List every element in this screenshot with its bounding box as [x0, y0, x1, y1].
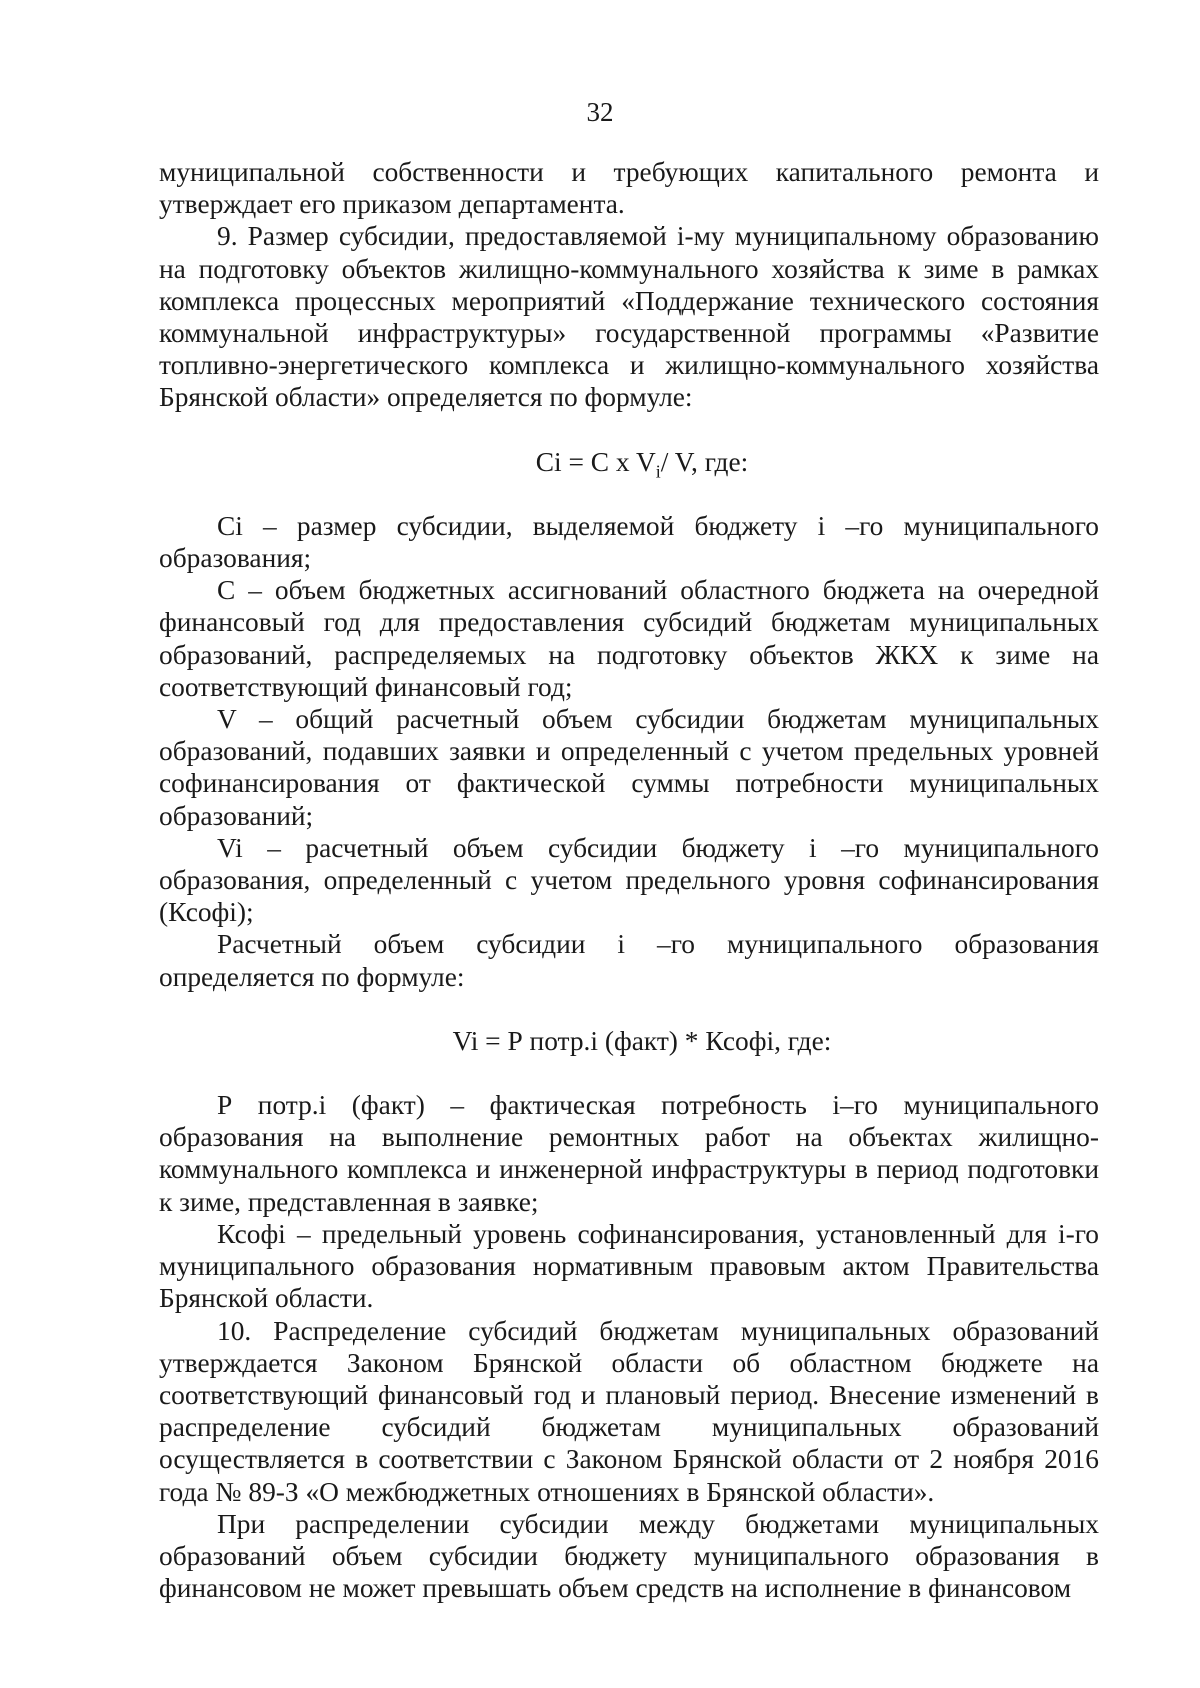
- formula-where: где:: [704, 446, 749, 477]
- paragraph: При распределении субсидии между бюджетами муниципальных образований объем субсидии бюджету муниципального образования в финансовом не может превышать объем средств на исполнение в финансовом: [159, 1508, 1099, 1604]
- paragraph: 9. Размер субсидии, предоставляемой i-му муниципальному образованию на подготовку объектов жилищно-коммунального хозяйства к зиме в рамках комплекса процессных мероприятий «Поддержание технического состояния коммунальной инфраструктуры» государственной программы «Развитие топливно-энергетического комплекса и жилищно-коммунального хозяйства Брянской области» определяется по формуле:: [159, 221, 1099, 413]
- paragraph: Ci – размер субсидии, выделяемой бюджету i –го муниципального образования;: [159, 510, 1099, 574]
- formula-subsidy: [159, 446, 1099, 482]
- paragraph: Расчетный объем субсидии i –го муниципального образования определяется по формуле:: [159, 929, 1099, 992]
- paragraph: Р потр.i (факт) – фактическая потребность i–го муниципального образования на выполнение ремонтных работ на объектах жилищно-коммунального комплекса и инженерной инфраструктуры в период подготовки к зиме, представленная в заявке;: [159, 1090, 1099, 1217]
- paragraph: муниципальной собственности и требующих капитального ремонта и утверждает его приказом департамента.: [159, 157, 1099, 220]
- paragraph: V – общий расчетный объем субсидии бюджетам муниципальных образований, подавших заявки и определенный с учетом предельных уровней софинансирования от фактической суммы потребности муниципальных образований;: [159, 704, 1099, 831]
- formula-lhs: Ci: [535, 446, 562, 477]
- paragraph: Ксофi – предельный уровень софинансирования, установленный для i-го муниципального образования нормативным правовым актом Правительства Брянской области.: [159, 1218, 1099, 1314]
- formula-rest: / V,: [660, 446, 698, 477]
- paragraph: 10. Распределение субсидий бюджетам муниципальных образований утверждается Законом Брянской области об областном бюджете на соответствующий финансовый год и плановый период. Внесение изменений в распределение субсидий бюджетам муниципальных образований осуществляется в соответствии с Законом Брянской области от 2 ноября 2016 года № 89-З «О межбюджетных отношениях в Брянской области».: [159, 1315, 1099, 1507]
- paragraph: Vi – расчетный объем субсидии бюджету i –го муниципального образования, определенный с учетом предельного уровня софинансирования (Ксофi);: [159, 832, 1099, 928]
- formula-subscript: i: [655, 461, 661, 482]
- formula-calculated-volume: Vi = Р потр.i (факт) * Ксофi, где:: [452, 1025, 832, 1056]
- formula-eq: =: [568, 446, 584, 477]
- formula-term: C x V: [590, 446, 656, 477]
- page-number: 32: [586, 97, 614, 127]
- document-body: [159, 156, 1099, 1604]
- paragraph: C – объем бюджетных ассигнований областного бюджета на очередной финансовый год для предоставления субсидий бюджетам муниципальных образований, распределяемых на подготовку объектов ЖКХ к зиме на соответствующий финансовый год;: [159, 575, 1099, 702]
